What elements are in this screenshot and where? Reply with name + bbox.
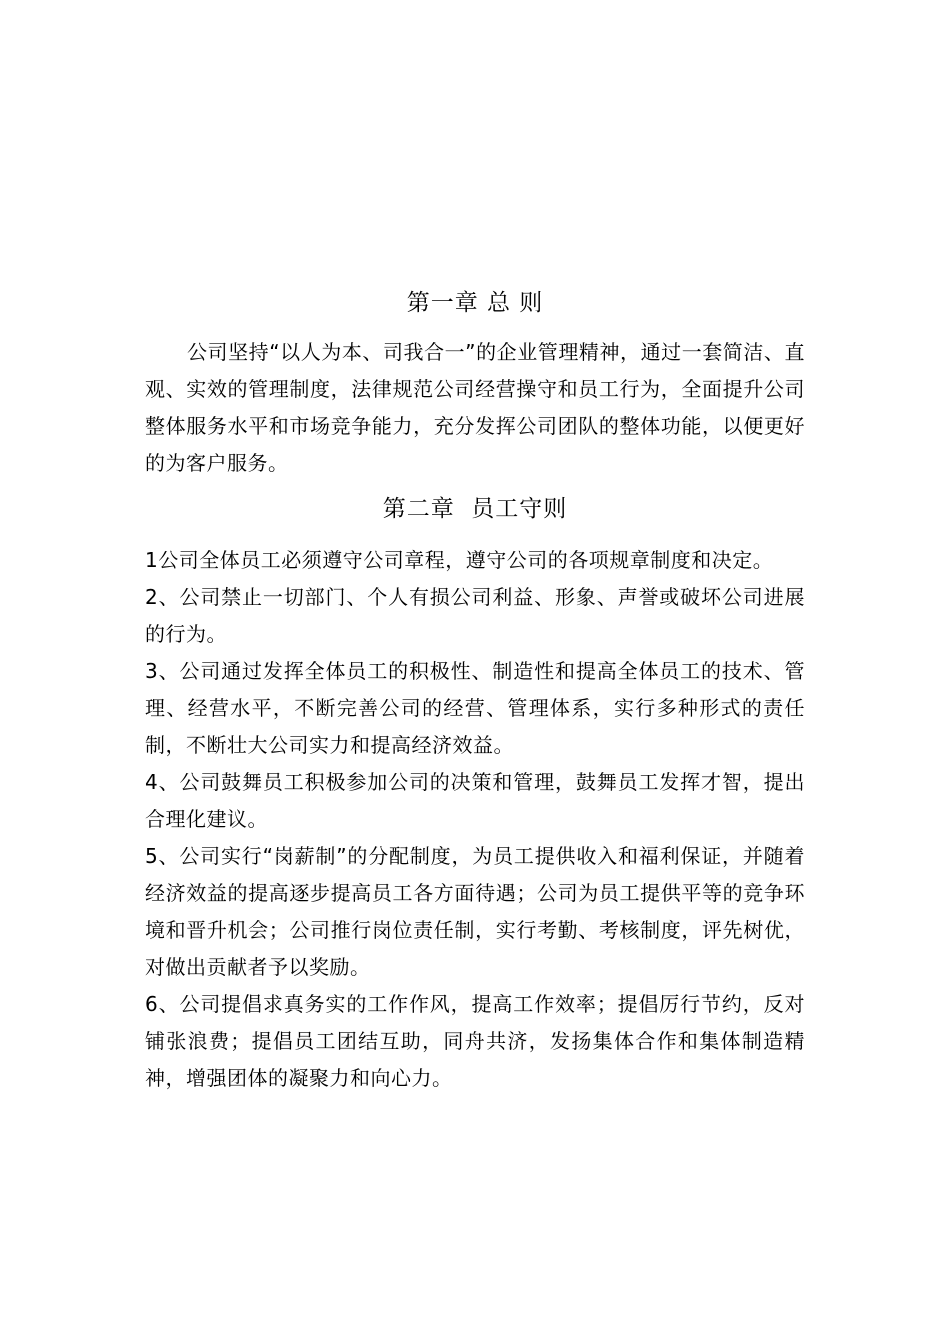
chapter-2-title: 第二章 员工守则 <box>382 496 568 522</box>
rule-item: 4、公司鼓舞员工积极参加公司的决策和管理，鼓舞员工发挥才智，提出合理化建议。 <box>145 770 805 831</box>
rule-item: 5、公司实行“岗薪制”的分配制度，为员工提供收入和福利保证，并随着经济效益的提高逐步提高员工各方面待遇；公司为员工提供平等的竞争环境和晋升机会；公司推行岗位责任制，实行考勤、考核制度，评先树优，对做出贡献者予以奖励。 <box>145 844 805 979</box>
rule-item: 3、公司通过发挥全体员工的积极性、制造性和提高全体员工的技术、管理、经营水平，不断完善公司的经营、管理体系，实行多种形式的责任制，不断壮大公司实力和提高经济效益。 <box>145 659 805 757</box>
document-body <box>145 282 805 1097</box>
rule-item: 6、公司提倡求真务实的工作作风，提高工作效率；提倡厉行节约，反对铺张浪费；提倡员工团结互助，同舟共济，发扬集体合作和集体制造精神，增强团体的凝聚力和向心力。 <box>145 992 805 1090</box>
rule-item: 1公司全体员工必须遵守公司章程，遵守公司的各项规章制度和决定。 <box>145 548 774 572</box>
chapter-1-title: 第一章 总 则 <box>406 290 544 316</box>
chapter-1-paragraph: 公司坚持“以人为本、司我合一”的企业管理精神，通过一套简洁、直观、实效的管理制度，法律规范公司经营操守和员工行为，全面提升公司整体服务水平和市场竞争能力，充分发挥公司团队的整体功能，以便更好的为客户服务。 <box>145 340 805 475</box>
rule-item: 2、公司禁止一切部门、个人有损公司利益、形象、声誉或破坏公司进展的行为。 <box>145 585 805 646</box>
